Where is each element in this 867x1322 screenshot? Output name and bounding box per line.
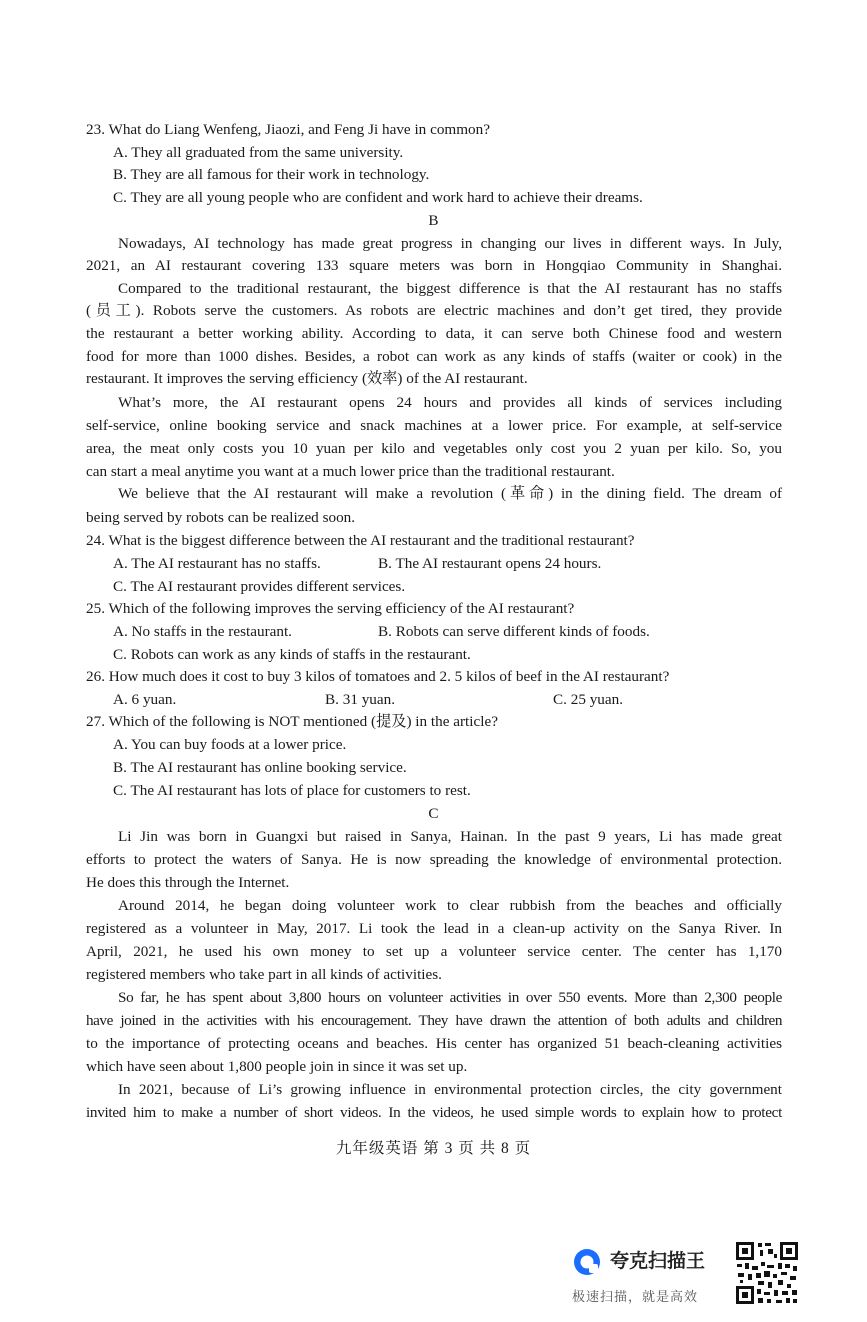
qr-code-icon	[734, 1240, 800, 1306]
passage-b-line: food for more than 1000 dishes. Besides, a robot can work as any kinds of staffs (waiter or cook) in the	[86, 348, 782, 365]
passage-c-line: registered as a volunteer in May, 2017. Li took the lead in a clean-up activity on the Sanya River. In	[86, 920, 782, 937]
question-27: 27. Which of the following is NOT mentioned (提及) in the article?	[86, 713, 498, 730]
passage-b-line: We believe that the AI restaurant will make a revolution (革命) in the dining field. The dream of	[118, 485, 782, 502]
watermark-slogan: 极速扫描，就是高效	[572, 1290, 699, 1305]
passage-c-label: C	[428, 805, 439, 822]
q25-option-b: B. Robots can serve different kinds of foods.	[378, 623, 650, 640]
q25-option-c: C. Robots can work as any kinds of staffs in the restaurant.	[113, 646, 471, 663]
question-26: 26. How much does it cost to buy 3 kilos of tomatoes and 2. 5 kilos of beef in the AI restaurant?	[86, 668, 670, 685]
passage-b-line: Compared to the traditional restaurant, the biggest difference is that the AI restaurant has no staffs	[118, 280, 782, 297]
q23-option-b: B. They are all famous for their work in technology.	[113, 166, 430, 183]
passage-b-line: 2021, an AI restaurant covering 133 square meters was born in Hongqiao Community in Shanghai.	[86, 257, 782, 274]
q26-option-a: A. 6 yuan.	[113, 691, 177, 708]
passage-b-label: B	[428, 212, 439, 229]
q24-option-c: C. The AI restaurant provides different services.	[113, 578, 406, 595]
page-footer: 九年级英语 第 3 页 共 8 页	[335, 1140, 532, 1157]
passage-b-line: can start a meal anytime you want at a much lower price than the traditional restaurant.	[86, 463, 615, 480]
q23-option-a: A. They all graduated from the same university.	[113, 144, 404, 161]
q27-option-b: B. The AI restaurant has online booking service.	[113, 759, 407, 776]
quark-logo-icon	[572, 1247, 602, 1277]
question-23: 23. What do Liang Wenfeng, Jiaozi, and Feng Ji have in common?	[86, 121, 490, 138]
passage-c-line: efforts to protect the waters of Sanya. He is now spreading the knowledge of environmental protection.	[86, 851, 782, 868]
passage-c-line: have joined in the activities with his encouragement. They have drawn the attention of both adults and children	[86, 1012, 782, 1029]
passage-c-line: Around 2014, he began doing volunteer work to clear rubbish from the beaches and officially	[118, 897, 782, 914]
passage-b-line: What’s more, the AI restaurant opens 24 hours and provides all kinds of services including	[118, 394, 782, 411]
watermark-brand: 夸克扫描王	[610, 1250, 706, 1272]
passage-b-line: the restaurant a better working ability. According to data, it can serve both Chinese food and western	[86, 325, 782, 342]
q24-option-a: A. The AI restaurant has no staffs.	[113, 555, 321, 572]
passage-c-line: Li Jin was born in Guangxi but raised in Sanya, Hainan. In the past 9 years, Li has made great	[118, 828, 782, 845]
question-24: 24. What is the biggest difference between the AI restaurant and the traditional restaurant?	[86, 532, 635, 549]
passage-c-line: He does this through the Internet.	[86, 874, 290, 891]
q26-option-b: B. 31 yuan.	[325, 691, 396, 708]
passage-c-line: So far, he has spent about 3,800 hours on volunteer activities in over 550 events. More than 2,300 people	[118, 989, 782, 1006]
question-25: 25. Which of the following improves the serving efficiency of the AI restaurant?	[86, 600, 575, 617]
q24-option-b: B. The AI restaurant opens 24 hours.	[378, 555, 602, 572]
passage-b-line: restaurant. It improves the serving efficiency (效率) of the AI restaurant.	[86, 370, 528, 387]
passage-c-line: invited him to make a number of short videos. In the videos, he used simple words to explain how to protect	[86, 1104, 782, 1121]
passage-c-line: to the importance of protecting oceans and beaches. His center has organized 51 beach-cleaning activities	[86, 1035, 782, 1052]
passage-b-line: self-service, online booking service and snack machines at a lower price. For example, at self-service	[86, 417, 782, 434]
passage-c-line: April, 2021, he used his own money to set up a volunteer service center. The center has 1,170	[86, 943, 782, 960]
passage-c-line: In 2021, because of Li’s growing influence in environmental protection circles, the city government	[118, 1081, 782, 1098]
passage-c-line: registered members who take part in all kinds of activities.	[86, 966, 442, 983]
q27-option-a: A. You can buy foods at a lower price.	[113, 736, 347, 753]
passage-b-line: area, the meat only costs you 10 yuan per kilo and vegetables only cost you 2 yuan per kilo. So, you	[86, 440, 782, 457]
passage-b-line: being served by robots can be realized soon.	[86, 509, 356, 526]
q26-option-c: C. 25 yuan.	[553, 691, 624, 708]
passage-b-line: Nowadays, AI technology has made great progress in changing our lives in different ways. In July,	[118, 235, 782, 252]
passage-b-line: (员工). Robots serve the customers. As robots are electric machines and don’t get tired, they provide	[86, 302, 782, 319]
scanner-watermark	[572, 1242, 732, 1305]
q25-option-a: A. No staffs in the restaurant.	[113, 623, 292, 640]
passage-c-line: which have seen about 1,800 people join in since it was set up.	[86, 1058, 468, 1075]
q27-option-c: C. The AI restaurant has lots of place for customers to rest.	[113, 782, 471, 799]
q23-option-c: C. They are all young people who are confident and work hard to achieve their dreams.	[113, 189, 643, 206]
